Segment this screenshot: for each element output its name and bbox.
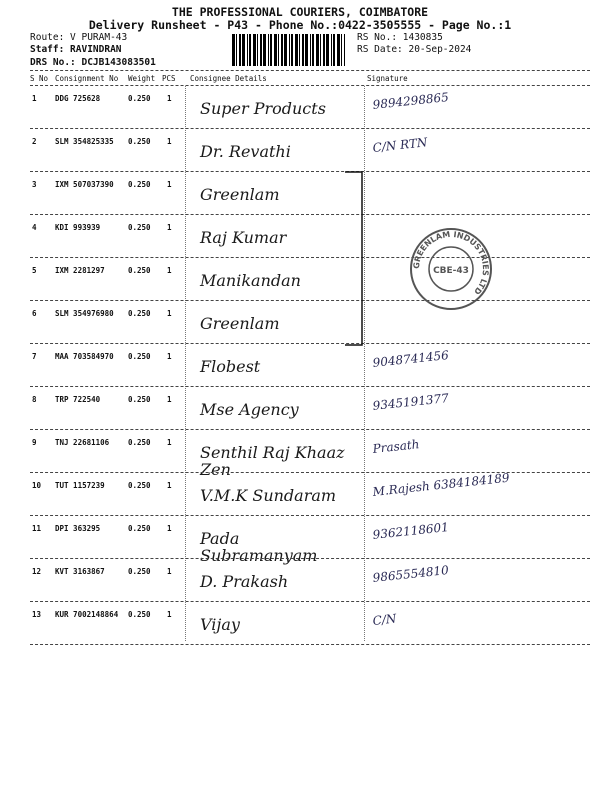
row-pcs: 1: [167, 352, 172, 361]
row-weight: 0.250: [128, 223, 151, 232]
row-sno: 10: [32, 481, 42, 490]
row-pcs: 1: [167, 524, 172, 533]
row-consignee-handwritten: Flobest: [200, 357, 261, 376]
row-divider: [30, 300, 590, 301]
row-weight: 0.250: [128, 610, 151, 619]
row-consignment-no: DPI 363295: [55, 524, 101, 533]
row-weight: 0.250: [128, 266, 151, 275]
row-pcs: 1: [167, 481, 172, 490]
row-pcs: 1: [167, 223, 172, 232]
row-consignment-no: TRP 722540: [55, 395, 101, 404]
row-consignee-handwritten: Raj Kumar: [200, 228, 287, 247]
row-weight: 0.250: [128, 309, 151, 318]
row-sno: 7: [32, 352, 37, 361]
row-consignment-no: TUT 1157239: [55, 481, 105, 490]
row-consignee-handwritten: Greenlam: [200, 185, 280, 204]
row-sno: 13: [32, 610, 42, 619]
row-weight: 0.250: [128, 94, 151, 103]
row-sno: 4: [32, 223, 37, 232]
row-consignment-no: IXM 507037390: [55, 180, 114, 189]
row-sno: 5: [32, 266, 37, 275]
row-signature: M.Rajesh 6384184189: [372, 470, 511, 499]
row-consignee-handwritten: D. Prakash: [200, 572, 289, 591]
rs-number: RS No.: 1430835: [357, 32, 443, 43]
rs-date: RS Date: 20-Sep-2024: [357, 44, 472, 55]
row-consignee-handwritten: Super Products: [200, 99, 326, 118]
row-weight: 0.250: [128, 352, 151, 361]
row-pcs: 1: [167, 266, 172, 275]
row-sno: 3: [32, 180, 37, 189]
row-sno: 1: [32, 94, 37, 103]
row-consignee-handwritten: Mse Agency: [200, 400, 299, 419]
row-weight: 0.250: [128, 481, 151, 490]
header-divider-top: [30, 70, 590, 71]
row-consignment-no: SLM 354825335: [55, 137, 114, 146]
row-weight: 0.250: [128, 438, 151, 447]
company-stamp: [408, 226, 494, 312]
row-signature: 9048741456: [372, 348, 450, 370]
svg-text:CBE-43: CBE-43: [433, 266, 469, 276]
row-pcs: 1: [167, 395, 172, 404]
row-pcs: 1: [167, 567, 172, 576]
row-signature: C/N: [372, 611, 398, 628]
row-consignment-no: TNJ 22681106: [55, 438, 110, 447]
row-divider: [30, 171, 590, 172]
company-title: THE PROFESSIONAL COURIERS, COIMBATORE: [171, 5, 429, 19]
row-divider: [30, 214, 590, 215]
col-header-pcs: PCS: [162, 74, 176, 83]
col-header-sno: S No: [30, 74, 49, 83]
row-consignee-handwritten: Vijay: [200, 615, 240, 634]
row-signature: 9894298865: [372, 90, 450, 112]
col-header-weight: Weight: [128, 74, 156, 83]
row-consignment-no: DDG 725628: [55, 94, 101, 103]
row-sno: 6: [32, 309, 37, 318]
row-consignee-handwritten: Pada Subramanyam: [200, 529, 318, 565]
barcode-image: [232, 34, 345, 66]
row-pcs: 1: [167, 610, 172, 619]
col-header-signature: Signature: [367, 74, 408, 83]
row-consignment-no: MAA 703584970: [55, 352, 114, 361]
row-pcs: 1: [167, 137, 172, 146]
row-weight: 0.250: [128, 395, 151, 404]
row-sno: 2: [32, 137, 37, 146]
row-consignee-handwritten: Dr. Revathi: [200, 142, 291, 161]
row-signature: Prasath: [372, 437, 421, 456]
row-pcs: 1: [167, 94, 172, 103]
row-signature: C/N RTN: [372, 135, 429, 155]
row-consignment-no: IXM 2281297: [55, 266, 105, 275]
row-consignee-handwritten: Greenlam: [200, 314, 280, 333]
row-sno: 8: [32, 395, 37, 404]
row-pcs: 1: [167, 438, 172, 447]
drs-number: DRS No.: DCJB143083501: [30, 57, 156, 68]
svg-text:GREENLAM INDUSTRIES LTD: GREENLAM INDUSTRIES LTD: [411, 229, 491, 297]
row-weight: 0.250: [128, 180, 151, 189]
runsheet-title: Delivery Runsheet - P43 - Phone No.:0422-3505555 - Page No.:1: [88, 18, 512, 32]
row-consignment-no: KUR 7002148864: [55, 610, 119, 619]
row-sno: 11: [32, 524, 42, 533]
row-consignment-no: KVT 3163867: [55, 567, 105, 576]
row-pcs: 1: [167, 180, 172, 189]
row-weight: 0.250: [128, 567, 151, 576]
row-signature: 9865554810: [372, 563, 450, 585]
row-sno: 9: [32, 438, 37, 447]
col-header-consignee: Consignee Details: [190, 74, 267, 83]
row-signature: 9345191377: [372, 391, 450, 413]
staff-label: Staff: RAVINDRAN: [30, 44, 122, 55]
row-divider: [30, 644, 590, 645]
row-weight: 0.250: [128, 137, 151, 146]
row-consignment-no: KDI 993939: [55, 223, 101, 232]
row-consignment-no: SLM 354976980: [55, 309, 114, 318]
row-weight: 0.250: [128, 524, 151, 533]
row-consignee-handwritten: Senthil Raj Khaaz Zen: [200, 443, 345, 479]
row-sno: 12: [32, 567, 42, 576]
row-pcs: 1: [167, 309, 172, 318]
row-consignee-handwritten: V.M.K Sundaram: [200, 486, 337, 505]
row-signature: 9362118601: [372, 520, 450, 542]
grouping-bracket: [340, 170, 370, 350]
row-divider: [30, 257, 590, 258]
row-consignee-handwritten: Manikandan: [200, 271, 301, 290]
route-label: Route: V PURAM-43: [30, 32, 128, 43]
col-header-consignment: Consignment No: [55, 74, 119, 83]
